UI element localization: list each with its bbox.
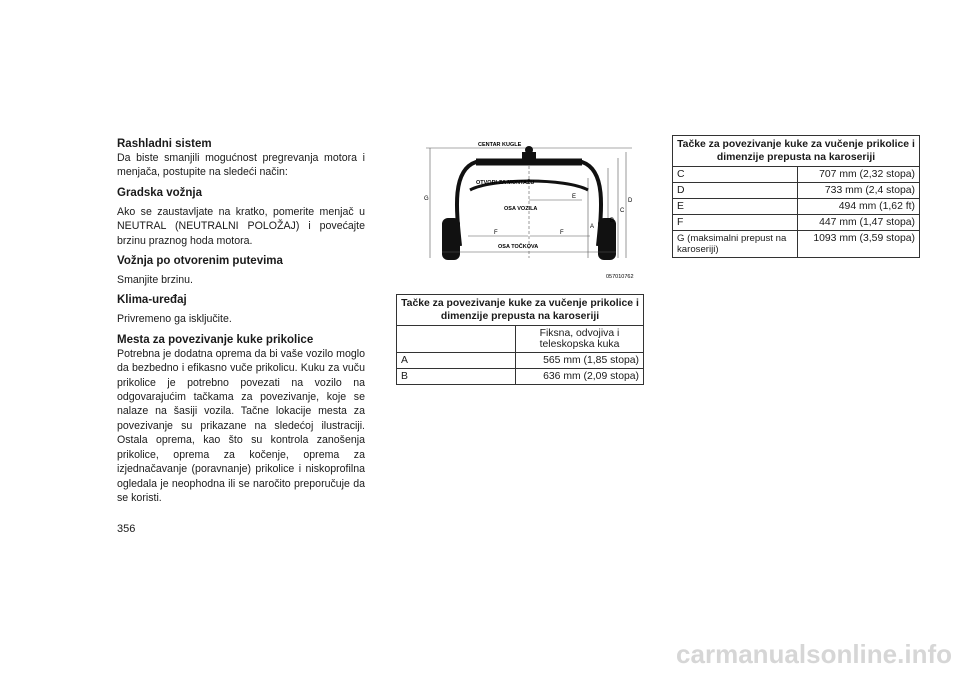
table-row xyxy=(673,183,920,199)
letter-g: G xyxy=(424,196,429,202)
letter-a: A xyxy=(590,224,595,230)
heading-highway-driving: Vožnja po otvorenim putevima xyxy=(117,255,283,268)
table1-header: Tačke za povezivanje kuke za vučenje prikolice i dimenzije prepusta na karoseriji xyxy=(397,295,644,326)
figure-code: 057010762 xyxy=(606,274,634,280)
table2-header: Tačke za povezivanje kuke za vučenje prikolice i dimenzije prepusta na karoseriji xyxy=(673,136,920,167)
table2-row-value-c: 707 mm (2,32 stopa) xyxy=(798,167,920,183)
label-center-ball: CENTAR KUGLE xyxy=(478,142,522,148)
table2-row-label-f: F xyxy=(673,215,798,231)
table1-row-value-b: 636 mm (2,09 stopa) xyxy=(516,369,644,385)
table2-row-label-d: D xyxy=(673,183,798,199)
table1-row-label-a: A xyxy=(397,353,516,369)
label-mount-holes: OTVORI ZA MONTAŽU xyxy=(476,180,535,186)
heading-cooling-system: Rashladni sistem xyxy=(117,138,212,150)
table2-row-label-c: C xyxy=(673,167,798,183)
table2-row-value-g: 1093 mm (3,59 stopa) xyxy=(798,231,920,258)
table-row xyxy=(397,326,644,353)
label-wheel-axis: OSA TOČKOVA xyxy=(498,244,539,250)
text-city-driving: Ako se zaustavljate na kratko, pomerite menjač u NEUTRAL (NEUTRALNI POLOŽAJ) i povećajte brzinu praznog hoda motora. xyxy=(117,205,365,247)
text-air-conditioning: Privremeno ga isključite. xyxy=(117,313,232,326)
table2-row-value-d: 733 mm (2,4 stopa) xyxy=(798,183,920,199)
table-row xyxy=(673,231,920,258)
table1-subheader: Fiksna, odvojiva i teleskopska kuka xyxy=(516,326,644,353)
table2-row-label-g: G (maksimalni prepust na karoseriji) xyxy=(673,231,798,258)
table2-row-value-f: 447 mm (1,47 stopa) xyxy=(798,215,920,231)
left-column xyxy=(117,137,365,505)
table-row xyxy=(397,369,644,385)
letter-e: E xyxy=(572,194,577,200)
letter-c: C xyxy=(620,208,625,214)
text-hitch-mounting: Potrebna je dodatna oprema da bi vaše vozilo moglo da bezbedno i efikasno vuče prikolicu. Kuku za vuču prikolice je potrebno povezati na vozilo na odgovarajućim tačkama za povezivanje, koje se nalaze na šasiji vozila. Tačne lokacije mesta za povezivanje su prikazane na sledećoj ilustraciji. Ostala oprema, kao što su kontrola zanošenja prikolice, oprema za kočenje, oprema za izjednačavanje (poravnanje) prikolice i niskoprofilna ogledala je neophodna ili se naročito preporučuje da se koristi. xyxy=(117,347,365,504)
letter-d: D xyxy=(628,198,633,204)
table2-row-value-e: 494 mm (1,62 ft) xyxy=(798,199,920,215)
table-row xyxy=(673,215,920,231)
hitch-diagram-svg xyxy=(412,138,646,288)
table-hitch-dimensions-2 xyxy=(672,135,920,258)
letter-b: B xyxy=(610,218,615,224)
text-highway-driving: Smanjite brzinu. xyxy=(117,274,193,287)
label-vehicle-axis: OSA VOZILA xyxy=(504,206,538,212)
hitch-diagram xyxy=(412,138,646,288)
text-cooling-system: Da biste smanjili mogućnost pregrevanja motora i menjača, postupite na sledeći način: xyxy=(117,152,365,179)
table-row xyxy=(397,353,644,369)
letter-f-left: F xyxy=(494,230,498,236)
table2-row-label-e: E xyxy=(673,199,798,215)
table-hitch-dimensions-1 xyxy=(396,294,644,385)
table1-row-label-b: B xyxy=(397,369,516,385)
table1-row-value-a: 565 mm (1,85 stopa) xyxy=(516,353,644,369)
heading-hitch-mounting: Mesta za povezivanje kuke prikolice xyxy=(117,333,314,346)
table-row xyxy=(673,167,920,183)
letter-f-right: F xyxy=(560,230,564,236)
heading-city-driving: Gradska vožnja xyxy=(117,186,203,199)
page-number: 356 xyxy=(117,523,136,535)
watermark: carmanualsonline.info xyxy=(676,639,952,669)
table-row xyxy=(673,199,920,215)
heading-air-conditioning: Klima-uređaj xyxy=(117,294,187,307)
